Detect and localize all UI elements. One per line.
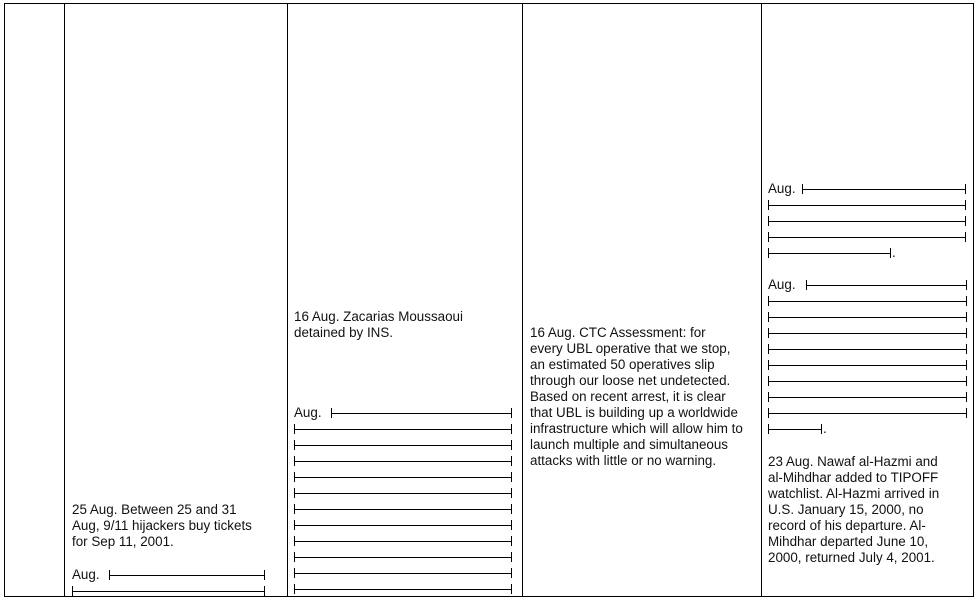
event-25-aug-line-1: 25 Aug. Between 25 and 31 bbox=[72, 502, 237, 517]
event-text-line: Based on recent arrest, it is clear bbox=[530, 389, 726, 404]
redaction-line bbox=[768, 229, 973, 245]
redaction-label: Aug. bbox=[768, 181, 796, 196]
redaction-line bbox=[72, 583, 272, 599]
event-text-line: 23 Aug. Nawaf al-Hazmi and bbox=[768, 454, 938, 469]
redaction-line bbox=[768, 389, 974, 405]
redaction-line bbox=[768, 405, 974, 421]
redaction-line bbox=[72, 567, 235, 583]
redaction-line bbox=[768, 309, 974, 325]
redaction-label: Aug. bbox=[294, 405, 322, 420]
redaction-line bbox=[768, 341, 974, 357]
redaction-line bbox=[768, 357, 974, 373]
event-text-line: attacks with little or no warning. bbox=[530, 453, 717, 468]
redaction-line bbox=[294, 469, 519, 485]
column-divider bbox=[64, 4, 65, 596]
event-text-line: al-Mihdhar added to TIPOFF bbox=[768, 470, 939, 485]
redaction-line: . bbox=[768, 421, 829, 437]
redaction-line bbox=[768, 213, 973, 229]
event-text-line: Mihdhar departed June 10, bbox=[768, 534, 929, 549]
redaction-line bbox=[768, 373, 974, 389]
redaction-line bbox=[294, 581, 519, 597]
redaction-line bbox=[294, 421, 519, 437]
redaction-line bbox=[294, 501, 519, 517]
redaction-line bbox=[294, 533, 519, 549]
event-text-line: watchlist. Al-Hazmi arrived in bbox=[768, 486, 940, 501]
event-text-line: an estimated 50 operatives slip bbox=[530, 357, 715, 372]
redaction-line bbox=[768, 325, 974, 341]
event-text-line: launch multiple and simultaneous bbox=[530, 437, 729, 452]
column-divider bbox=[522, 4, 523, 596]
event-25-aug-line-3: for Sep 11, 2001. bbox=[72, 534, 174, 549]
event-16-aug-moussaoui-line-1: 16 Aug. Zacarias Moussaoui bbox=[294, 309, 463, 324]
event-text-line: infrastructure which will allow him to bbox=[530, 421, 743, 436]
redaction-line bbox=[768, 293, 974, 309]
redaction-label: Aug. bbox=[72, 567, 100, 582]
event-text-line: 2000, returned July 4, 2001. bbox=[768, 550, 935, 565]
event-25-aug-line-2: Aug, 9/11 hijackers buy tickets bbox=[72, 518, 252, 533]
event-text-line: U.S. January 15, 2000, no bbox=[768, 502, 924, 517]
event-text-line: 16 Aug. CTC Assessment: for bbox=[530, 325, 706, 340]
event-16-aug-moussaoui-line-2: detained by INS. bbox=[294, 325, 394, 340]
event-text-line: through our loose net undetected. bbox=[530, 373, 731, 388]
event-text-line: every UBL operative that we stop, bbox=[530, 341, 731, 356]
event-text-line: record of his departure. Al- bbox=[768, 518, 926, 533]
column-divider bbox=[761, 4, 762, 596]
redaction-line bbox=[768, 277, 936, 293]
column-divider bbox=[287, 4, 288, 596]
event-text-line: that UBL is building up a worldwide bbox=[530, 405, 738, 420]
redaction-line bbox=[294, 453, 519, 469]
redaction-line bbox=[294, 517, 519, 533]
redaction-label: Aug. bbox=[768, 277, 796, 292]
redaction-line: . bbox=[768, 245, 898, 261]
redaction-line bbox=[768, 181, 939, 197]
redaction-line bbox=[294, 485, 519, 501]
redaction-line bbox=[294, 405, 482, 421]
redaction-line bbox=[294, 437, 519, 453]
redaction-line bbox=[768, 197, 973, 213]
redaction-line bbox=[294, 549, 519, 565]
redaction-line bbox=[294, 565, 519, 581]
